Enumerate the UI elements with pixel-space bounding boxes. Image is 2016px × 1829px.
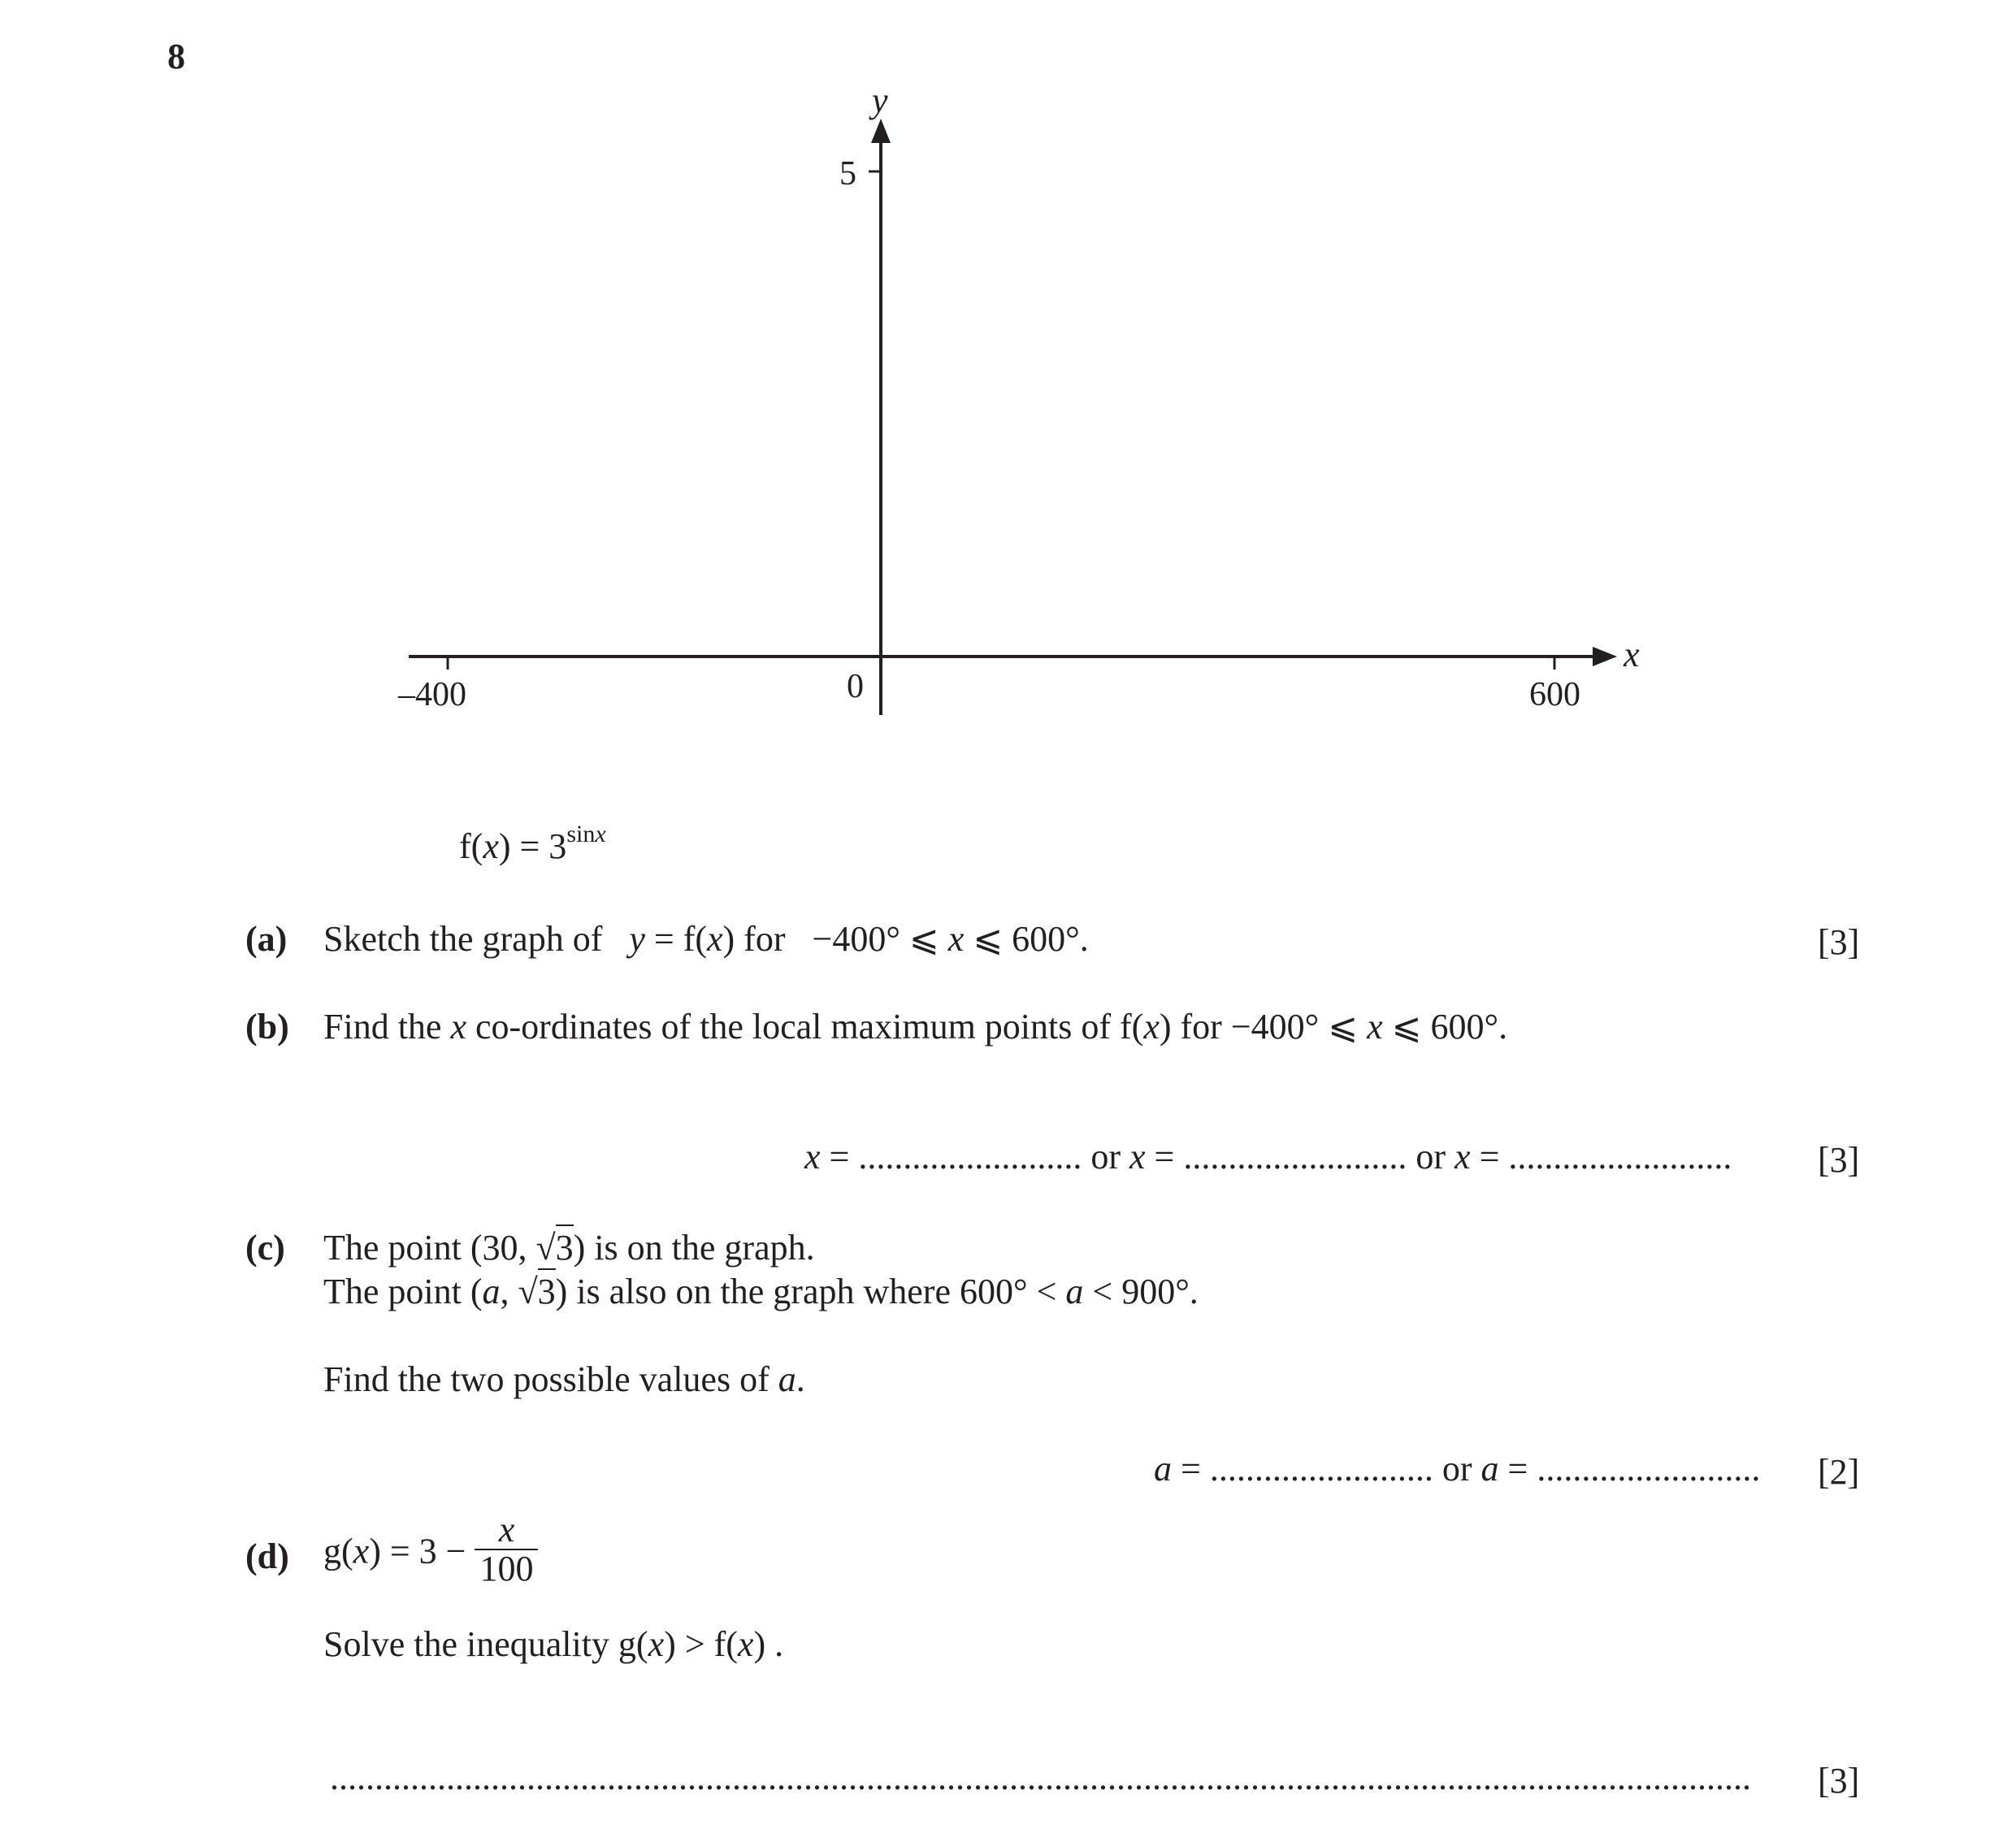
part-c-l2c: ) is also on the graph where 600° < [555, 1272, 1066, 1311]
part-b-ans-var2: x [1129, 1137, 1146, 1177]
part-d-fraction [475, 1511, 538, 1588]
part-d-label: (d) [245, 1536, 289, 1576]
part-a-t7: x [947, 919, 965, 959]
part-a-t8: ⩽ 600°. [964, 919, 1089, 959]
part-c-or: or [1442, 1449, 1481, 1489]
part-c-l1a: The point (30, [323, 1228, 536, 1268]
x-axis-arrowhead [1593, 647, 1617, 666]
part-c-label: (c) [245, 1228, 285, 1268]
part-d-numerator: x [498, 1510, 515, 1549]
part-a-label: (a) [245, 919, 288, 959]
part-b-ans-eq1: = [820, 1137, 859, 1177]
part-b-t3: co-ordinates of the local maximum points of f( [466, 1007, 1144, 1047]
origin-label: 0 [847, 668, 864, 705]
blank-axes-grid [0, 0, 2016, 861]
part-b-t4: x [1143, 1007, 1160, 1047]
part-d-s-var2: x [737, 1624, 754, 1664]
part-b-answer-blank-3[interactable]: ......................... [1508, 1137, 1732, 1177]
part-a-t2: y [629, 919, 645, 959]
part-b-t5: ) for −400° ⩽ [1159, 1007, 1368, 1047]
part-a-t4: x [707, 919, 723, 959]
part-b-ans-eq3: = [1470, 1137, 1509, 1177]
part-a-t5: ) for [722, 919, 786, 959]
part-d-s-c: ) . [753, 1624, 784, 1664]
part-d-g-mid: ) = 3 − [369, 1531, 475, 1571]
part-d-denominator: 100 [475, 1549, 538, 1588]
part-c-marks: [2] [1818, 1452, 1860, 1492]
part-c-l2-var2: a [1065, 1272, 1084, 1311]
part-b-t1: Find the [323, 1007, 451, 1047]
part-b-ans-eq2: = [1145, 1137, 1184, 1177]
part-b-answer-line [804, 1139, 1732, 1175]
part-c-l2-var: a [482, 1272, 501, 1311]
part-c-l1b: ) is on the graph. [573, 1228, 815, 1268]
y-axis-arrowhead [871, 119, 891, 143]
part-c-l2a: The point ( [323, 1272, 483, 1311]
part-d-solve-text [323, 1624, 784, 1664]
function-definition [459, 821, 606, 866]
part-b-label: (b) [245, 1007, 289, 1047]
part-c-answer-blank-1[interactable]: ......................... [1209, 1449, 1433, 1489]
question-number: 8 [167, 37, 185, 76]
part-c-answer-blank-2[interactable]: ......................... [1537, 1449, 1761, 1489]
part-a-text [323, 921, 1089, 957]
part-d-g-var: x [353, 1531, 370, 1571]
part-c-line-2: The point (a, √3) is also on the graph where 600° < a < 900°. [323, 1274, 1199, 1310]
x-min-label: –400 [398, 676, 466, 713]
part-c-ans-var2: a [1481, 1449, 1499, 1489]
part-c-ans-var1: a [1154, 1449, 1172, 1489]
func-exponent [566, 821, 605, 847]
func-var: x [483, 826, 499, 866]
part-b-t7: ⩽ 600°. [1382, 1007, 1508, 1047]
part-d-s-var1: x [648, 1624, 665, 1664]
part-c-line-3 [323, 1359, 805, 1399]
x-axis-label: x [1624, 635, 1640, 674]
part-b-answer-blank-2[interactable]: ......................... [1183, 1137, 1407, 1177]
part-c-l3b: . [796, 1359, 805, 1399]
part-d-marks: [3] [1818, 1761, 1860, 1801]
part-c-l1-radicand: 3 [556, 1224, 574, 1268]
part-b-marks: [3] [1818, 1140, 1860, 1180]
x-max-label: 600 [1529, 676, 1580, 713]
part-b-answer-blank-1[interactable]: ......................... [858, 1137, 1082, 1177]
part-d-g-prefix: g( [323, 1531, 353, 1571]
part-c-l3-var: a [778, 1359, 796, 1399]
part-b-t2: x [450, 1007, 466, 1047]
part-c-l2-radicand: 3 [538, 1268, 556, 1311]
part-c-ans-eq1: = [1172, 1449, 1210, 1489]
part-a-marks: [3] [1818, 922, 1860, 962]
part-c-l2b: , [500, 1272, 518, 1311]
part-a-t6: −400° ⩽ [812, 919, 948, 959]
part-d-g-definition [323, 1510, 538, 1593]
part-d-s-b: ) > f( [664, 1624, 738, 1664]
exponent-var: x [595, 821, 606, 847]
part-c-l2d: < 900°. [1083, 1272, 1199, 1311]
part-c-ans-eq2: = [1498, 1449, 1537, 1489]
part-b-or-2: or [1416, 1137, 1455, 1177]
part-b-text [323, 1009, 1507, 1045]
exponent-sin: sin [566, 821, 596, 847]
part-b-ans-var1: x [804, 1137, 821, 1177]
part-c-l3a: Find the two possible values of [323, 1359, 778, 1399]
part-b-t6: x [1367, 1007, 1383, 1047]
part-b-ans-var3: x [1455, 1137, 1471, 1177]
y-axis-label: y [872, 80, 888, 120]
func-mid: ) = 3 [498, 826, 567, 866]
part-a-t3: = f( [644, 919, 707, 959]
y-tick-label: 5 [839, 155, 856, 193]
part-c-answer-line [1154, 1451, 1760, 1487]
part-b-or-1: or [1090, 1137, 1130, 1177]
func-prefix: f( [459, 826, 483, 866]
part-a-t1: Sketch the graph of [323, 919, 603, 959]
part-c-line-1: The point (30, √3) is on the graph. [323, 1230, 815, 1266]
part-d-s-a: Solve the inequality g( [323, 1624, 648, 1664]
part-d-answer-blank[interactable]: ............................................................................................................................................................... [330, 1760, 1751, 1796]
